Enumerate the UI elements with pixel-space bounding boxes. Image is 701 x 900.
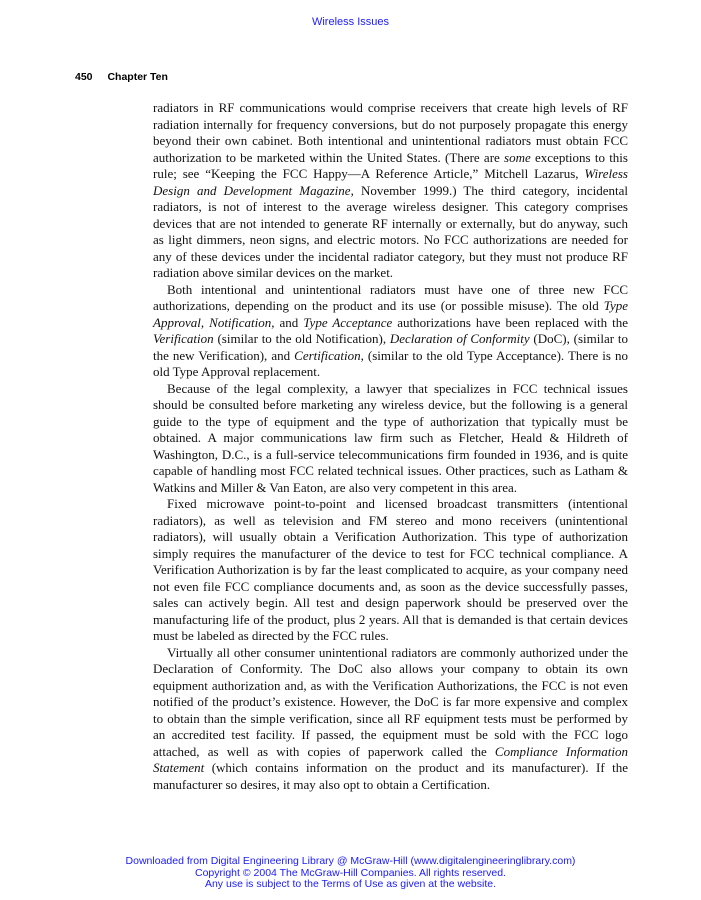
text-run: Both intentional and unintentional radiators must have one of three new FCC authorizations, depending on the product and its use (or possible misuse). The old [153,281,628,313]
body-paragraph [153,282,628,381]
footer [0,856,701,891]
running-head [75,71,168,83]
text-run: (DoC), (similar to the new Verification), and [153,331,628,363]
text-run: Fixed microwave point-to-point and licensed broadcast transmitters (intentional radiators), as well as television and FM stereo and mono receivers (unintentional radiators), will usually obtain a Verification Authorization. This type of authorization simply requires the manufacturer of the device to test for FCC technical compliance. A Verification Authorization is by far the least complicated to acquire, as your company need not even file FCC compliance documents and, as soon as the device successfully passes, sales can actively begin. All test and design paperwork should be preserved over the manufacturing life of the product, plus 2 years. All that is demanded is that certain devices must be labeled as directed by the FCC rules. [153,496,628,643]
body-paragraph [153,381,628,497]
body-paragraph [153,645,628,794]
chapter-title: Chapter Ten [107,71,168,83]
text-run: radiators in RF communications would comprise receivers that create high levels of RF radiation internally for frequency conversions, but do not purposely propagate this energy beyond their own cabinet. Both intentional and unintentional radiators must obtain FCC authorization to be marketed within the United States. (There are [153,100,628,165]
italic-run: Type Approval, Notification, [153,298,628,330]
text-run: Virtually all other consumer unintentional radiators are commonly authorized under the Declaration of Conformity. The DoC also allows your company to obtain its own equipment authorization and, as with the Verification Authorizations, the FCC is not even notified of the product’s existence. However, the DoC is far more expensive and complex to obtain than the simple verification, since all RF equipment tests must be performed by an accredited test facility. If passed, the equipment must be sold with the FCC logo attached, as well as with copies of paperwork called the [153,644,628,759]
italic-run: Wireless Design and Development Magazine, [153,166,628,198]
italic-run: Verification [153,331,214,346]
text-run: November 1999.) The third category, incidental radiators, is not of interest to the average wireless designer. This category comprises devices that are not intended to generate RF internally or externally, but do anyway, such as light dimmers, neon signs, and electric motors. No FCC authorizations are needed for any of these devices under the incidental radiator category, but they must not produce RF radiation above similar devices on the market. [153,182,628,280]
body-paragraph [153,100,628,282]
footer-copyright[interactable]: Copyright © 2004 The McGraw-Hill Companies. All rights reserved. [195,866,506,879]
body-text [153,100,628,793]
text-run: and [274,314,304,330]
text-run: (similar to the old Type Acceptance). There is no old Type Approval replacement. [153,347,628,379]
text-run: Because of the legal complexity, a lawyer that specializes in FCC technical issues should be consulted before marketing any wireless device, but the following is a general guide to the type of equipment and the type of authorization that typically must be obtained. A major communications law firm such as Fletcher, Heald & Hildreth of Washington, D.C., is a full-service telecommunications firm founded in 1936, and is quite capable of handling most FCC related technical issues. Other practices, such as Latham & Watkins and Miller & Van Eaton, are also very competent in this area. [153,380,628,495]
text-run: authorizations have been replaced with the [392,314,628,330]
body-paragraph [153,496,628,645]
italic-run: Compliance Information Statement [153,743,629,775]
page-number: 450 [75,71,93,83]
text-run: exceptions to this rule; see “Keeping the FCC Happy—A Reference Article,” Mitchell Lazarus, [153,149,628,181]
text-run: (similar to the old Notification), [213,331,390,346]
italic-run: Certification, [294,347,364,363]
italic-run: Declaration of Conformity [389,331,530,346]
text-run: (which contains information on the product and its manufacturer). If the manufacturer so desires, it may also opt to obtain a Certification. [153,760,628,792]
footer-download-link[interactable]: Downloaded from Digital Engineering Library @ McGraw-Hill (www.digitalengineeringlibrary.com) [125,855,576,867]
italic-run: Type Acceptance [303,314,393,330]
footer-terms[interactable]: Any use is subject to the Terms of Use as given at the website. [204,878,497,890]
italic-run: some [504,149,531,165]
top-banner[interactable]: Wireless Issues [311,16,390,28]
